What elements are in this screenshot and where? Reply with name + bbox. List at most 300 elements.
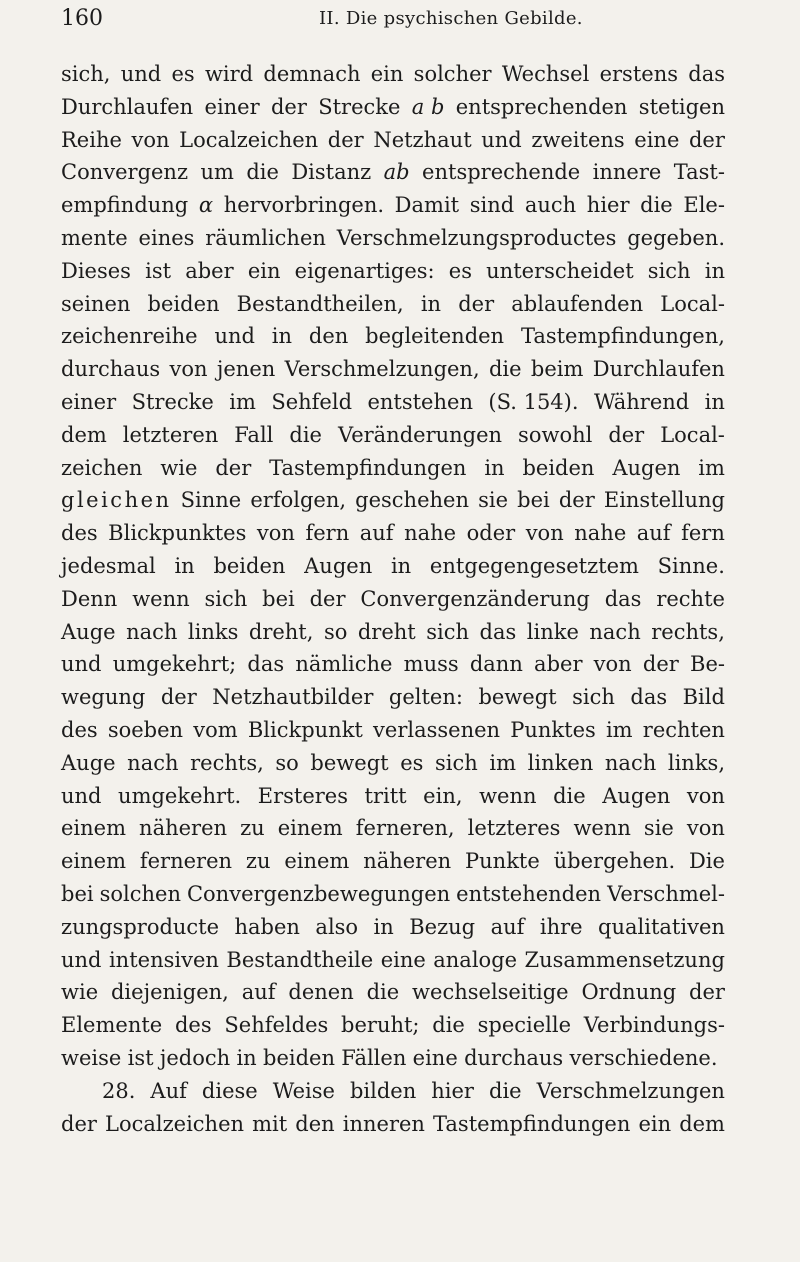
word: gleichen	[61, 488, 172, 513]
word: nach	[127, 750, 179, 775]
word: und	[120, 62, 162, 86]
word: das	[479, 619, 517, 644]
word: rechts,	[190, 750, 264, 775]
word: nahe	[574, 521, 627, 546]
word: in	[174, 553, 195, 578]
word: jenen	[216, 357, 276, 382]
word: mit	[252, 1111, 288, 1136]
word: entsprechenden	[455, 94, 628, 119]
word: die	[488, 357, 522, 382]
word: umgekehrt;	[112, 652, 237, 677]
text-line	[61, 320, 725, 353]
word: der	[327, 127, 364, 152]
word: ein	[247, 258, 281, 283]
word: Netzhautbilder	[212, 685, 374, 710]
word: entsprechende	[422, 160, 581, 185]
word: stetigen	[638, 94, 725, 119]
text-line	[61, 878, 725, 911]
word: Punkte	[465, 849, 540, 874]
word: durchaus	[61, 357, 161, 382]
word: und	[61, 652, 102, 677]
word: beruht;	[341, 1013, 420, 1038]
word: sind	[469, 193, 515, 218]
text-line	[61, 255, 725, 288]
word: Blickpunkt	[247, 717, 363, 742]
word: Auge	[61, 750, 116, 775]
word: geschehen	[355, 488, 469, 513]
word: haben	[234, 914, 300, 939]
text-line	[61, 976, 725, 1009]
word: ihre	[539, 914, 583, 939]
word: der	[688, 127, 725, 152]
word: solchen	[99, 881, 181, 906]
text-line	[61, 1108, 725, 1141]
word: zu	[240, 816, 265, 841]
running-head: II. Die psychischen Gebilde.	[319, 8, 583, 29]
word: Verschmelzungen,	[284, 357, 480, 382]
word: sich	[435, 750, 478, 775]
word: von	[525, 521, 564, 546]
word: die	[366, 980, 400, 1005]
word: Zusammensetzung	[524, 947, 725, 972]
word: sowohl	[518, 422, 593, 447]
text-line	[61, 91, 725, 124]
text-line	[61, 517, 725, 550]
word: Punktes	[510, 717, 596, 742]
text-line	[61, 648, 725, 681]
word: ablaufenden	[511, 291, 644, 316]
word: des	[174, 1013, 212, 1038]
word: weise	[61, 1045, 122, 1070]
word: Distanz	[291, 160, 372, 185]
word: beiden	[213, 553, 286, 578]
word: der	[689, 980, 725, 1005]
word: bei	[61, 881, 94, 906]
word: Strecke	[131, 389, 214, 414]
word: ferneren,	[355, 816, 455, 841]
word: ist	[145, 258, 172, 283]
word: in	[373, 914, 394, 939]
word: nahe	[404, 521, 457, 546]
word: gegeben.	[627, 225, 725, 250]
word: Ordnung	[581, 980, 677, 1005]
word: muss	[403, 652, 459, 677]
word: und	[61, 783, 102, 808]
word: linke	[526, 619, 579, 644]
word: Convergenzänderung	[360, 586, 590, 611]
word: nach	[604, 750, 657, 775]
word: jedoch	[159, 1045, 231, 1070]
word: diese	[201, 1078, 258, 1103]
word: Fall	[234, 422, 274, 447]
word: von	[593, 652, 632, 677]
word: Bestandtheile	[226, 947, 374, 972]
word: bei	[517, 488, 550, 513]
word: des	[61, 521, 98, 546]
word: erstens	[599, 62, 678, 86]
word: demnach	[263, 62, 361, 86]
word: soeben	[107, 717, 184, 742]
word: im	[489, 750, 517, 775]
word: sich	[572, 685, 615, 710]
word: Verschmel-	[607, 881, 725, 906]
word: fern	[681, 521, 725, 546]
word: auf	[490, 914, 525, 939]
word: linken	[527, 750, 594, 775]
word: also	[315, 914, 359, 939]
word: qualitativen	[598, 914, 725, 939]
word: erfolgen,	[250, 488, 347, 513]
word: räumlichen	[205, 225, 326, 250]
word: übergehen.	[553, 849, 676, 874]
word: ein	[370, 62, 404, 86]
word: Einstellung	[603, 488, 725, 513]
word: Local-	[660, 291, 725, 316]
word: der	[215, 455, 252, 480]
text-line	[61, 714, 725, 747]
word: Augen	[602, 783, 671, 808]
word: Convergenz	[61, 160, 189, 185]
word: dann	[469, 652, 523, 677]
word: Ersteres	[257, 783, 348, 808]
word: Augen	[612, 455, 681, 480]
word: in	[704, 389, 725, 414]
word: unterscheidet	[486, 258, 634, 283]
word: das	[604, 586, 642, 611]
word: bilden	[349, 1078, 417, 1103]
word: Verschmelzungsproductes	[336, 225, 617, 250]
word: hervorbringen.	[223, 193, 385, 218]
word: von	[169, 357, 208, 382]
text-line	[61, 1075, 725, 1108]
word: entstehen	[367, 389, 473, 414]
word: die	[246, 160, 279, 185]
word: mente	[61, 225, 128, 250]
word: in	[236, 1045, 257, 1070]
word: Sehfeld	[271, 389, 353, 414]
word: einer	[61, 389, 117, 414]
word: dreht,	[248, 619, 314, 644]
word: Wechsel	[501, 62, 590, 86]
word: rechte	[656, 586, 725, 611]
word: letzteren	[122, 422, 219, 447]
word: Bestandtheilen,	[236, 291, 404, 316]
word: jedesmal	[61, 553, 156, 578]
word: beiden	[522, 455, 595, 480]
word: Die	[688, 849, 725, 874]
word: in	[271, 324, 293, 349]
word: Durchlaufen	[592, 357, 725, 382]
word: zeichenreihe	[61, 324, 198, 349]
word: von	[686, 816, 725, 841]
text-line	[61, 353, 725, 386]
word: Damit	[394, 193, 460, 218]
word: des	[61, 717, 98, 742]
word: Fällen	[341, 1045, 407, 1070]
word: Be-	[690, 652, 725, 677]
text-line	[61, 484, 725, 517]
word: sie	[643, 816, 674, 841]
word: inneren	[342, 1111, 425, 1136]
word: Netzhaut	[373, 127, 472, 152]
word: (S. 154).	[488, 389, 579, 414]
word: auf	[636, 521, 671, 546]
word: im	[229, 389, 256, 414]
word: Während	[593, 389, 690, 414]
word: Localzeichen	[179, 127, 319, 152]
word: der	[458, 291, 495, 316]
word: und	[481, 127, 522, 152]
word: im	[605, 717, 633, 742]
text-line	[61, 386, 725, 419]
word: eine	[412, 1045, 458, 1070]
text-line	[61, 452, 725, 485]
word: ein	[638, 1111, 672, 1136]
word: dem	[61, 422, 107, 447]
word: bewegt	[478, 685, 557, 710]
word: der	[558, 488, 595, 513]
word: letzteres	[467, 816, 561, 841]
word: Ele-	[683, 193, 725, 218]
word: sich	[426, 619, 470, 644]
word: ab	[383, 160, 410, 185]
word: dem	[679, 1111, 725, 1136]
word: beiden	[147, 291, 220, 316]
word: Tastempfindungen	[433, 1111, 631, 1136]
word: auf	[241, 980, 276, 1005]
word: empfindung	[61, 193, 189, 218]
word: der	[61, 1111, 97, 1136]
text-line	[61, 189, 725, 222]
text-line	[61, 58, 725, 91]
word: gelten:	[388, 685, 463, 710]
word: umgekehrt.	[118, 783, 242, 808]
word: verlassenen	[373, 717, 501, 742]
word: beiden	[263, 1045, 335, 1070]
word: Veränderungen	[337, 422, 503, 447]
word: sich,	[61, 62, 111, 86]
word: Strecke	[318, 94, 401, 119]
text-line	[61, 1042, 725, 1075]
word: Dieses	[61, 258, 131, 283]
text-line	[61, 124, 725, 157]
word: hier	[586, 193, 630, 218]
word: Tast-	[673, 160, 725, 185]
text-line	[61, 288, 725, 321]
word: eines	[138, 225, 195, 250]
word: vom	[193, 717, 238, 742]
word: Local-	[660, 422, 725, 447]
word: solcher	[413, 62, 492, 86]
word: das	[247, 652, 285, 677]
word: begleitenden	[365, 324, 505, 349]
word: auch	[524, 193, 577, 218]
word: beim	[530, 357, 584, 382]
word: näheren	[139, 816, 228, 841]
word: innere	[592, 160, 662, 185]
word: von	[256, 521, 295, 546]
text-line	[61, 616, 725, 649]
word: Blickpunktes	[108, 521, 247, 546]
word: näheren	[363, 849, 452, 874]
text-line	[61, 1009, 725, 1042]
word: zu	[245, 849, 271, 874]
word: Bezug	[409, 914, 476, 939]
word: α	[198, 193, 214, 218]
word: einem	[61, 849, 127, 874]
word: wenn	[479, 783, 537, 808]
word: wegung	[61, 685, 146, 710]
word: Auge	[61, 619, 116, 644]
word: fern	[305, 521, 350, 546]
word: links,	[667, 750, 725, 775]
word: so	[275, 750, 299, 775]
body-text	[61, 58, 725, 1140]
word: Verschmelzungen	[536, 1078, 725, 1103]
word: wechselseitige	[412, 980, 569, 1005]
word: ist	[127, 1045, 154, 1070]
word: und	[61, 947, 102, 972]
word: einem	[277, 816, 343, 841]
word: nach	[126, 619, 178, 644]
word: es	[400, 750, 424, 775]
text-line	[61, 681, 725, 714]
text-line	[61, 550, 725, 583]
word: denen	[288, 980, 354, 1005]
word: zweitens	[531, 127, 625, 152]
word: es	[171, 62, 195, 86]
word: die	[489, 1078, 522, 1103]
word: eine	[380, 947, 426, 972]
word: nach	[589, 619, 641, 644]
text-line	[61, 747, 725, 780]
text-line	[61, 780, 725, 813]
word: entstehenden	[456, 881, 602, 906]
word: entgegengesetztem	[429, 553, 639, 578]
word: dreht	[357, 619, 416, 644]
word: diejenigen,	[110, 980, 229, 1005]
word: Augen	[304, 553, 373, 578]
word: einer	[204, 94, 260, 119]
word: Bild	[682, 685, 725, 710]
word: verschiedene.	[569, 1045, 718, 1070]
text-line	[61, 812, 725, 845]
text-line	[61, 911, 725, 944]
page-number: 160	[61, 6, 103, 31]
word: Weise	[272, 1078, 335, 1103]
word: die	[289, 422, 322, 447]
word: der	[642, 652, 679, 677]
word: in	[484, 455, 505, 480]
word: Convergenzbewegungen	[186, 881, 451, 906]
word: von	[686, 783, 725, 808]
word: wird	[204, 62, 254, 86]
word: in	[420, 291, 442, 316]
word: Sinne.	[657, 553, 725, 578]
word: Denn	[61, 586, 118, 611]
word: um	[200, 160, 234, 185]
word: das	[688, 62, 725, 86]
text-line	[61, 845, 725, 878]
word: bewegt	[310, 750, 389, 775]
word: rechts,	[651, 619, 725, 644]
text-line	[61, 222, 725, 255]
word: wenn	[573, 816, 631, 841]
word: aber	[185, 258, 234, 283]
word: intensiven	[108, 947, 219, 972]
word: zeichen	[61, 455, 143, 480]
word: nämliche	[295, 652, 393, 677]
word: analoge	[433, 947, 518, 972]
word: Reihe	[61, 127, 122, 152]
word: Durchlaufen	[61, 94, 194, 119]
word: zungsproducte	[61, 914, 220, 939]
word: Sinne	[180, 488, 242, 513]
word: Elemente	[61, 1013, 163, 1038]
word: der	[270, 94, 307, 119]
word: durchaus	[464, 1045, 564, 1070]
word: die	[640, 193, 673, 218]
word: sich	[204, 586, 248, 611]
word: auf	[359, 521, 394, 546]
text-line	[61, 944, 725, 977]
word: sich	[647, 258, 691, 283]
word: wenn	[132, 586, 190, 611]
word: aber	[534, 652, 583, 677]
word: Auf	[150, 1078, 187, 1103]
word: es	[448, 258, 472, 283]
word: im	[698, 455, 725, 480]
word: einem	[61, 816, 127, 841]
word: ferneren	[139, 849, 233, 874]
word: rechten	[642, 717, 725, 742]
word: oder	[466, 521, 516, 546]
word: in	[390, 553, 412, 578]
page-header	[61, 4, 725, 38]
word: in	[704, 258, 725, 283]
word: einem	[284, 849, 350, 874]
word: sie	[478, 488, 509, 513]
word: 28.	[102, 1078, 136, 1103]
word: bei	[262, 586, 295, 611]
word: specielle	[477, 1013, 572, 1038]
word: Tastempfindungen	[269, 455, 467, 480]
word: Tastempfindungen,	[520, 324, 725, 349]
word: den	[295, 1111, 335, 1136]
word: wie	[160, 455, 198, 480]
word: und	[214, 324, 255, 349]
word: seinen	[61, 291, 131, 316]
word: a b	[411, 94, 445, 119]
word: eine	[634, 127, 680, 152]
word: hier	[431, 1078, 474, 1103]
word: tritt	[364, 783, 407, 808]
word: Verbindungs-	[583, 1013, 725, 1038]
word: Localzeichen	[105, 1111, 245, 1136]
word: links	[187, 619, 239, 644]
word: die	[553, 783, 586, 808]
word: ein,	[423, 783, 463, 808]
word: der	[608, 422, 645, 447]
word: so	[323, 619, 348, 644]
word: der	[160, 685, 197, 710]
word: von	[131, 127, 170, 152]
word: der	[309, 586, 346, 611]
word: wie	[61, 980, 99, 1005]
text-line	[61, 156, 725, 189]
word: die	[432, 1013, 465, 1038]
word: Sehfeldes	[224, 1013, 329, 1038]
